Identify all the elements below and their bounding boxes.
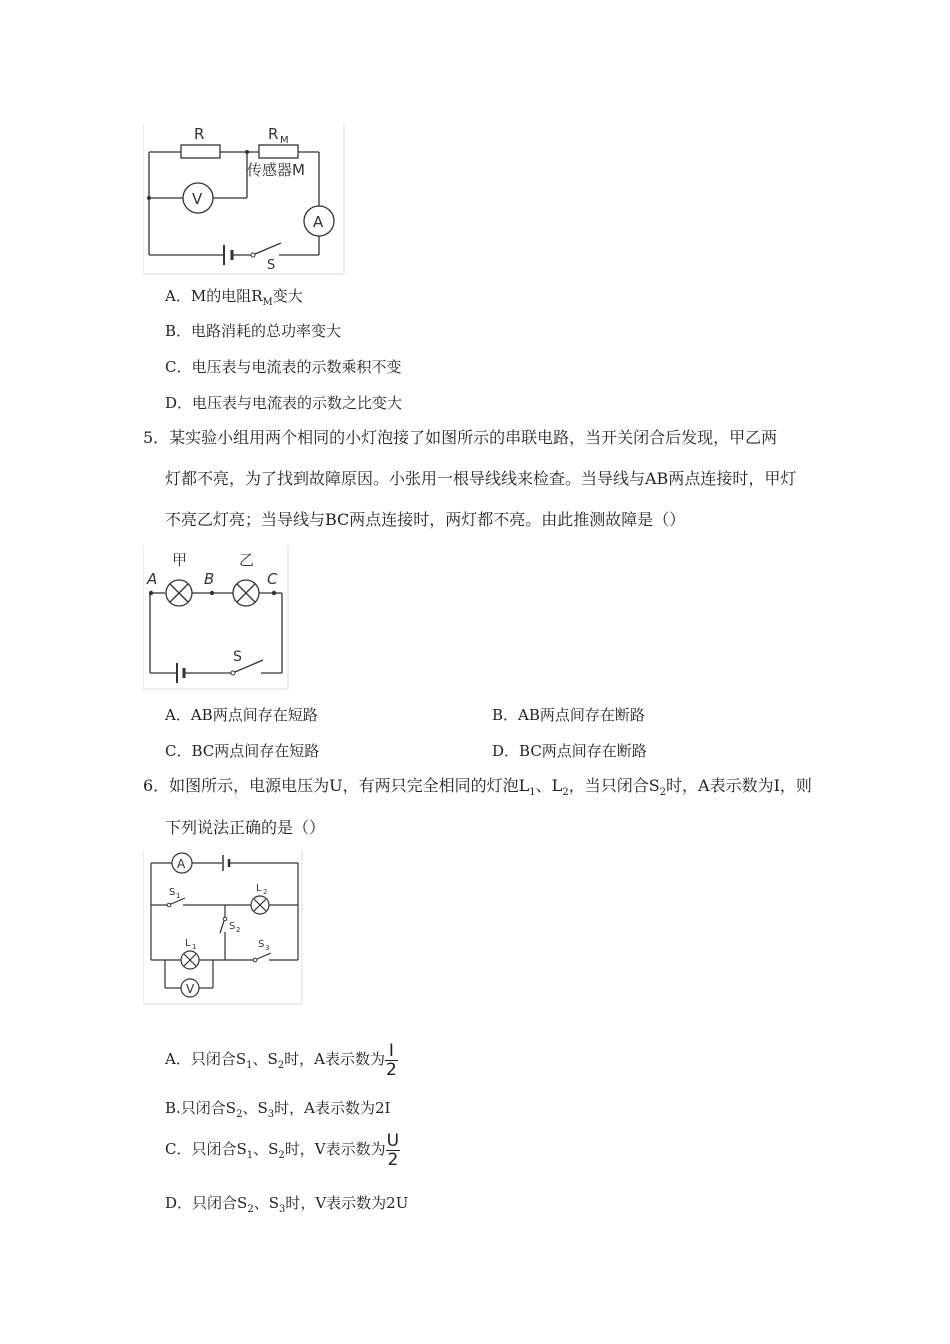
q4-option-c: C．电压表与电流表的示数乘积不变 [165, 358, 402, 376]
q5-lamp-jia-label: 甲 [172, 551, 188, 569]
q6-s1-label: S [169, 887, 176, 898]
q6-s3-label: S [258, 939, 265, 950]
q5-stem-line-1: 5．某实验小组用两个相同的小灯泡接了如图所示的串联电路，当开关闭合后发现，甲乙两 [143, 428, 778, 447]
q4-option-d: D．电压表与电流表的示数之比变大 [165, 394, 403, 412]
q4-option-b: B．电路消耗的总功率变大 [165, 322, 342, 340]
q4-circuit-figure [143, 123, 345, 275]
q6-l1-label: L [185, 938, 191, 949]
q5-point-a-label: A [147, 570, 158, 588]
q6-s3-sub: 3 [265, 944, 270, 952]
q5-point-c-label: C [267, 570, 278, 588]
q6-stem-line-1: 6．如图所示，电源电压为U，有两只完全相同的灯泡$L_1$、$L_2$，当只闭合$S_2$时，A表示数为I，则 [143, 776, 812, 799]
q4-voltmeter-label: V [192, 190, 203, 208]
q6-option-c-fraction: $\frac{U}{2}$ [386, 1130, 400, 1170]
q4-sensor-label: 传感器M [247, 161, 305, 179]
q5-option-d: D．BC两点间存在断路 [492, 742, 647, 760]
q5-option-c: C．BC两点间存在短路 [165, 742, 320, 760]
q4-ammeter-label: A [313, 213, 324, 231]
q6-l1-sub: 1 [192, 943, 197, 951]
q4-r-label: R [194, 125, 205, 143]
q6-option-d: D．只闭合$S_2$、$S_3$时，V表示数为2U [165, 1194, 409, 1215]
q5-point-b-label: B [204, 570, 215, 588]
q5-stem-line-3: 不亮乙灯亮；当导线与BC两点连接时，两灯都不亮。由此推测故障是（） [165, 510, 686, 529]
q6-l2-sub: 2 [263, 888, 268, 896]
q6-option-a-fraction: $\frac{I}{2}$ [385, 1040, 397, 1080]
q6-s2-sub: 2 [236, 926, 241, 934]
q6-l2-label: L [256, 883, 262, 894]
q5-option-b: B．AB两点间存在断路 [492, 706, 645, 724]
q6-option-b: B.只闭合$S_2$、$S_3$时，A表示数为2I [165, 1099, 391, 1120]
q5-stem-line-2: 灯都不亮，为了找到故障原因。小张用一根导线线来检查。当导线与AB两点连接时，甲灯 [165, 469, 797, 488]
q6-stem-line-2: 下列说法正确的是（） [165, 818, 326, 837]
q6-ammeter-label: A [177, 857, 186, 871]
q5-option-a: A．AB两点间存在短路 [165, 706, 318, 724]
q4-option-a: A．M的电阻$R_M$变大 [165, 287, 303, 308]
q5-lamp-yi-label: 乙 [239, 551, 255, 569]
q4-rm-label: R [268, 125, 279, 143]
q6-voltmeter-label: V [186, 982, 195, 996]
q6-s2-label: S [229, 921, 236, 932]
q6-circuit-figure [143, 850, 303, 1005]
q4-switch-label: S [267, 258, 276, 273]
q5-circuit-figure [143, 545, 289, 690]
q6-option-c: C．只闭合$S_1$、$S_2$时，V表示数为 $\frac{U}{2}$ [165, 1130, 400, 1170]
q5-switch-label: S [233, 649, 242, 665]
q6-option-a: A．只闭合$S_1$、$S_2$时，A表示数为 $\frac{I}{2}$ [165, 1040, 397, 1080]
q4-rm-sub: M [280, 135, 289, 146]
q6-s1-sub: 1 [176, 892, 181, 900]
